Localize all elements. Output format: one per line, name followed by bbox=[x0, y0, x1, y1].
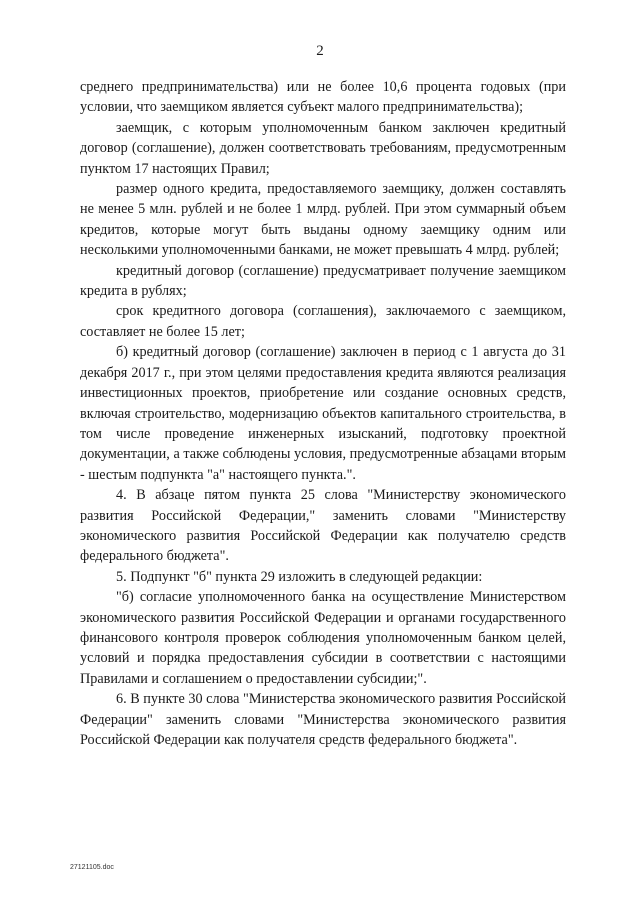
paragraph-7: 4. В абзаце пятом пункта 25 слова "Министерству экономического развития Российской Федерации," заменить словами "Министерству экономического развития Российской Федерации как получателю средств федерального бюджета". bbox=[80, 487, 566, 565]
paragraph-2: заемщик, с которым уполномоченным банком заключен кредитный договор (соглашение), должен соответствовать требованиям, предусмотренным пунктом 17 настоящих Правил; bbox=[80, 119, 566, 177]
document-body bbox=[80, 77, 566, 750]
paragraph-1: среднего предпринимательства) или не более 10,6 процента годовых (при условии, что заемщиком является субъект малого предпринимательства); bbox=[80, 79, 566, 116]
paragraph-3: размер одного кредита, предоставляемого заемщику, должен составлять не менее 5 млн. рублей и не более 1 млрд. рублей. При этом суммарный объем кредитов, которые могут быть выданы одному заемщику одним или несколькими уполномоченными банками, не может превышать 4 млрд. рублей; bbox=[80, 181, 566, 259]
paragraph-8: 5. Подпункт "б" пункта 29 изложить в следующей редакции: bbox=[116, 568, 483, 585]
paragraph-10: 6. В пункте 30 слова "Министерства экономического развития Российской Федерации" заменить словами "Министерства экономического развития Российской Федерации как получателя средств федерального бюджета". bbox=[80, 691, 566, 748]
paragraph-6: б) кредитный договор (соглашение) заключен в период с 1 августа до 31 декабря 2017 г., при этом целями предоставления кредита являются реализация инвестиционных проектов, приобретение или создание основных средств, включая строительство, модернизацию объектов капитального строительства, в том числе проведение инженерных изысканий, подготовку проектной документации, а также соблюдены условия, предусмотренные абзацами вторым - шестым подпункта "а" настоящего пункта.". bbox=[80, 344, 566, 483]
paragraph-5: срок кредитного договора (соглашения), заключаемого с заемщиком, составляет не более 15 лет; bbox=[80, 303, 566, 340]
paragraph-9: "б) согласие уполномоченного банка на осуществление Министерством экономического развития Российской Федерации и органами государственного финансового контроля проверок соблюдения уполномоченным банком целей, условий и порядка предоставления субсидии в соответствии с настоящими Правилами и соглашением о предоставлении субсидии;". bbox=[80, 589, 566, 687]
paragraph-4: кредитный договор (соглашение) предусматривает получение заемщиком кредита в рублях; bbox=[80, 262, 566, 300]
page-number: 2 bbox=[316, 43, 324, 59]
footer-file-code: 27121105.doc bbox=[70, 864, 114, 871]
